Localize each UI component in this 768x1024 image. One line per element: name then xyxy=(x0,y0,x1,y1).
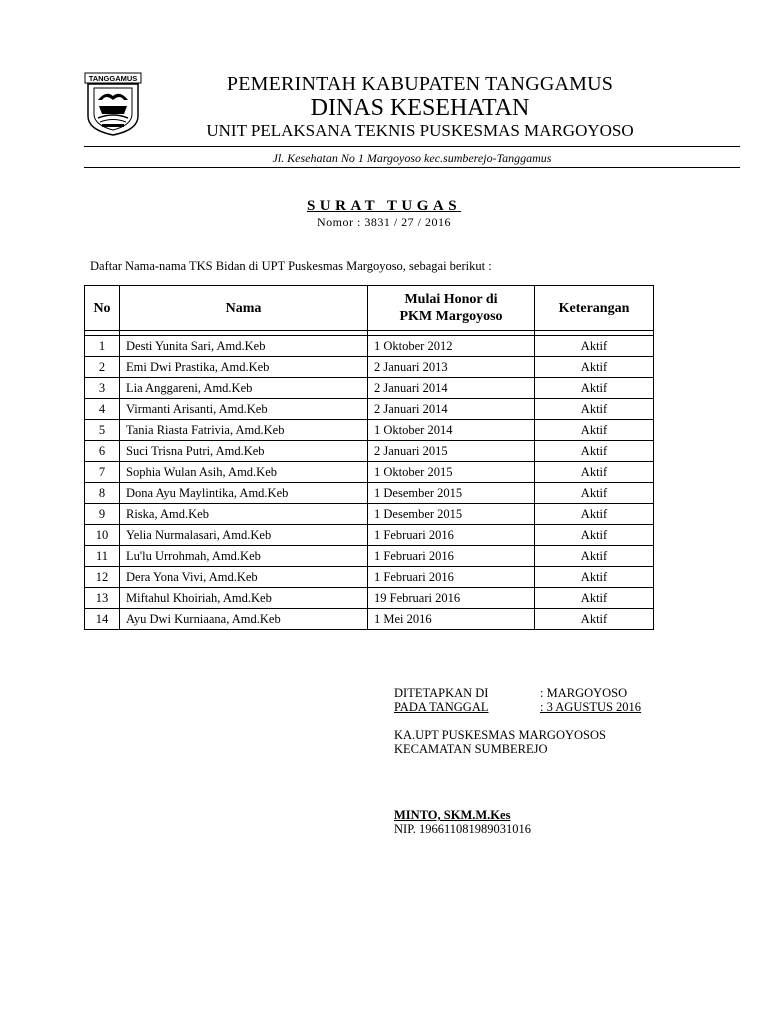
staff-table xyxy=(84,285,654,630)
signer-position-2: KECAMATAN SUMBEREJO xyxy=(394,742,548,756)
table-row xyxy=(85,525,654,546)
letterhead-divider-bottom xyxy=(84,167,740,168)
cell-no: 14 xyxy=(85,609,120,630)
cell-keterangan: Aktif xyxy=(535,588,654,609)
header-honor xyxy=(368,286,535,331)
signer-name: MINTO, SKM.M.Kes xyxy=(394,808,511,822)
cell-keterangan: Aktif xyxy=(535,504,654,525)
cell-keterangan: Aktif xyxy=(535,567,654,588)
cell-no: 1 xyxy=(85,336,120,357)
cell-honor: 1 Mei 2016 xyxy=(368,609,535,630)
tanggal-row xyxy=(394,700,641,714)
letterhead-agency: DINAS KESEHATAN xyxy=(310,95,530,121)
signature-block xyxy=(394,686,641,836)
cell-nama: Dona Ayu Maylintika, Amd.Keb xyxy=(120,483,368,504)
cell-honor: 2 Januari 2015 xyxy=(368,441,535,462)
letterhead-address: Jl. Kesehatan No 1 Margoyoso kec.sumberejo-Tanggamus xyxy=(272,151,552,165)
cell-keterangan: Aktif xyxy=(535,336,654,357)
table-row xyxy=(85,420,654,441)
cell-keterangan: Aktif xyxy=(535,546,654,567)
cell-honor: 1 Februari 2016 xyxy=(368,546,535,567)
table-row xyxy=(85,378,654,399)
cell-no: 13 xyxy=(85,588,120,609)
ditetapkan-row xyxy=(394,686,641,700)
table-row xyxy=(85,567,654,588)
cell-no: 7 xyxy=(85,462,120,483)
cell-honor: 1 Desember 2015 xyxy=(368,483,535,504)
tanggamus-emblem-logo xyxy=(84,72,142,136)
letterhead-divider-top xyxy=(84,146,740,147)
document-number: Nomor : 3831 / 27 / 2016 xyxy=(317,215,451,229)
cell-no: 4 xyxy=(85,399,120,420)
cell-no: 2 xyxy=(85,357,120,378)
cell-honor: 2 Januari 2014 xyxy=(368,378,535,399)
cell-no: 5 xyxy=(85,420,120,441)
signer-position-1: KA.UPT PUSKESMAS MARGOYOSOS xyxy=(394,728,606,742)
cell-honor: 2 Januari 2014 xyxy=(368,399,535,420)
cell-keterangan: Aktif xyxy=(535,525,654,546)
table-row xyxy=(85,336,654,357)
tanggal-label: PADA TANGGAL xyxy=(394,700,489,714)
cell-nama: Desti Yunita Sari, Amd.Keb xyxy=(120,336,368,357)
cell-keterangan: Aktif xyxy=(535,609,654,630)
cell-keterangan: Aktif xyxy=(535,378,654,399)
ditetapkan-label: DITETAPKAN DI xyxy=(394,686,489,700)
cell-honor: 1 Februari 2016 xyxy=(368,567,535,588)
ditetapkan-value: : MARGOYOSO xyxy=(540,686,628,700)
cell-keterangan: Aktif xyxy=(535,441,654,462)
cell-honor: 19 Februari 2016 xyxy=(368,588,535,609)
table-row xyxy=(85,357,654,378)
cell-honor: 1 Oktober 2014 xyxy=(368,420,535,441)
table-row xyxy=(85,462,654,483)
cell-nama: Tania Riasta Fatrivia, Amd.Keb xyxy=(120,420,368,441)
cell-honor: 1 Oktober 2015 xyxy=(368,462,535,483)
intro-text: Daftar Nama-nama TKS Bidan di UPT Puskesmas Margoyoso, sebagai berikut : xyxy=(90,259,492,273)
header-no: No xyxy=(85,286,120,331)
cell-no: 3 xyxy=(85,378,120,399)
cell-honor: 1 Februari 2016 xyxy=(368,525,535,546)
table-row xyxy=(85,546,654,567)
cell-nama: Lu'lu Urrohmah, Amd.Keb xyxy=(120,546,368,567)
table-header-row xyxy=(85,286,654,331)
cell-honor: 1 Oktober 2012 xyxy=(368,336,535,357)
header-nama: Nama xyxy=(120,286,368,331)
cell-keterangan: Aktif xyxy=(535,462,654,483)
cell-nama: Yelia Nurmalasari, Amd.Keb xyxy=(120,525,368,546)
table-row xyxy=(85,441,654,462)
cell-keterangan: Aktif xyxy=(535,420,654,441)
cell-nama: Riska, Amd.Keb xyxy=(120,504,368,525)
cell-no: 12 xyxy=(85,567,120,588)
cell-nama: Virmanti Arisanti, Amd.Keb xyxy=(120,399,368,420)
cell-keterangan: Aktif xyxy=(535,483,654,504)
document-title: SURAT TUGAS xyxy=(306,198,462,214)
cell-keterangan: Aktif xyxy=(535,399,654,420)
signer-nip: NIP. 196611081989031016 xyxy=(394,822,532,836)
cell-no: 6 xyxy=(85,441,120,462)
table-row xyxy=(85,483,654,504)
cell-nama: Suci Trisna Putri, Amd.Keb xyxy=(120,441,368,462)
tanggal-value: : 3 AGUSTUS 2016 xyxy=(540,700,642,714)
cell-nama: Ayu Dwi Kurniaana, Amd.Keb xyxy=(120,609,368,630)
cell-nama: Miftahul Khoiriah, Amd.Keb xyxy=(120,588,368,609)
cell-honor: 1 Desember 2015 xyxy=(368,504,535,525)
cell-keterangan: Aktif xyxy=(535,357,654,378)
svg-text:TANGGAMUS: TANGGAMUS xyxy=(88,74,138,83)
cell-nama: Sophia Wulan Asih, Amd.Keb xyxy=(120,462,368,483)
letterhead-government: PEMERINTAH KABUPATEN TANGGAMUS xyxy=(226,73,614,95)
header-honor-line1: Mulai Honor di xyxy=(404,292,498,307)
cell-no: 11 xyxy=(85,546,120,567)
table-row xyxy=(85,399,654,420)
table-row xyxy=(85,588,654,609)
cell-no: 10 xyxy=(85,525,120,546)
cell-honor: 2 Januari 2013 xyxy=(368,357,535,378)
table-row xyxy=(85,609,654,630)
cell-nama: Lia Anggareni, Amd.Keb xyxy=(120,378,368,399)
cell-nama: Dera Yona Vivi, Amd.Keb xyxy=(120,567,368,588)
letterhead-unit: UNIT PELAKSANA TEKNIS PUSKESMAS MARGOYOSO xyxy=(206,121,634,140)
cell-no: 9 xyxy=(85,504,120,525)
header-honor-line2: PKM Margoyoso xyxy=(399,309,503,324)
table-row xyxy=(85,504,654,525)
cell-nama: Emi Dwi Prastika, Amd.Keb xyxy=(120,357,368,378)
cell-no: 8 xyxy=(85,483,120,504)
header-keterangan: Keterangan xyxy=(535,286,654,331)
